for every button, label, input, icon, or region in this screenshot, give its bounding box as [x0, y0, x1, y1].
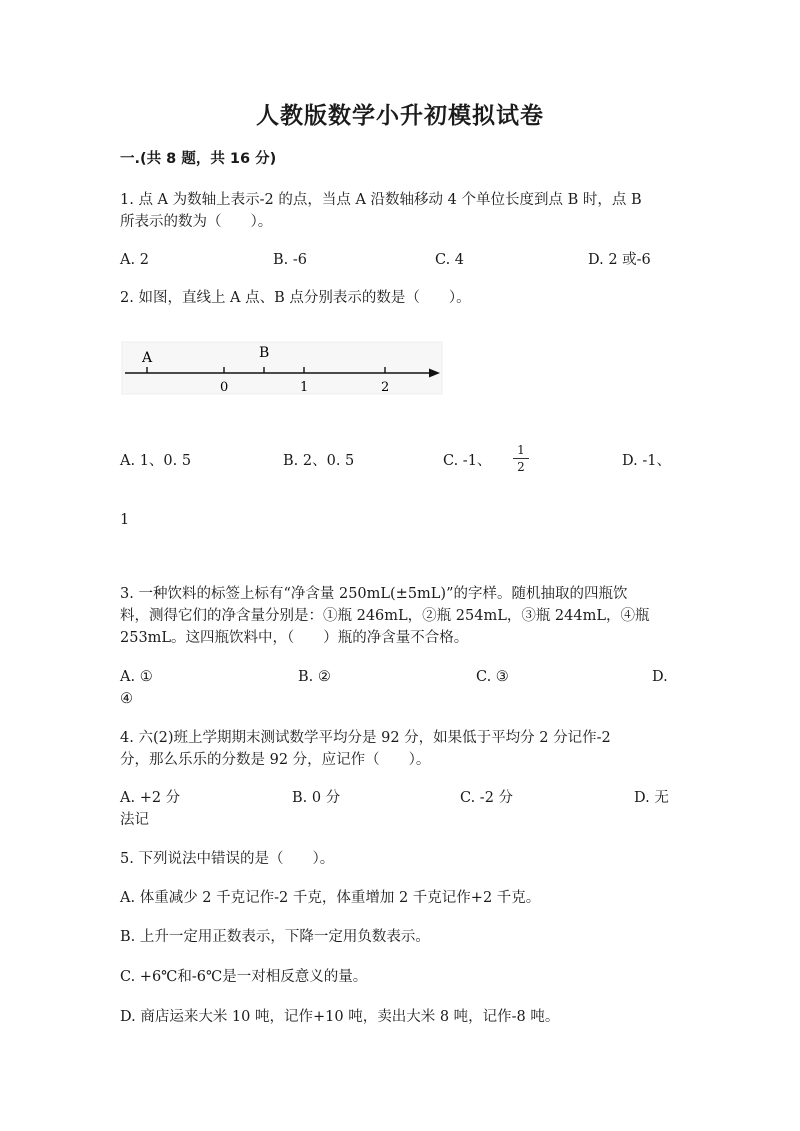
number-line-figure	[120, 340, 450, 396]
q2-option-a: A. 1、0. 5	[120, 453, 192, 469]
q5-option-a: A. 体重减少 2 千克记作-2 千克，体重增加 2 千克记作+2 千克。	[120, 890, 541, 906]
q1-stem-line-1: 1. 点 A 为数轴上表示-2 的点，当点 A 沿数轴移动 4 个单位长度到点 B 时，点 B	[120, 192, 642, 208]
tick-label-one: 1	[300, 380, 309, 395]
q4-stem-line-1: 4. 六(2)班上学期期末测试数学平均分是 92 分，如果低于平均分 2 分记作-2	[120, 730, 611, 746]
q3-option-d-wrap: ④	[120, 691, 133, 707]
q4-option-a: A. +2 分	[120, 790, 181, 806]
q5-stem: 5. 下列说法中错误的是（ ）。	[120, 851, 335, 867]
q2-option-c: C. -1、	[443, 453, 492, 469]
q1-option-a: A. 2	[120, 252, 149, 268]
fraction-bar	[513, 458, 529, 459]
q3-option-a: A. ①	[120, 669, 153, 685]
q1-option-d: D. 2 或-6	[588, 252, 651, 268]
q1-option-c: C. 4	[435, 252, 465, 268]
q3-stem-line-1: 3. 一种饮料的标签上标有“净含量 250mL(±5mL)”的字样。随机抽取的四瓶饮	[120, 586, 628, 602]
section-heading: 一.(共 8 题，共 16 分)	[120, 151, 277, 167]
point-label-a: A	[142, 350, 153, 366]
q1-stem-line-2: 所表示的数为（ ）。	[120, 214, 273, 230]
q3-option-b: B. ②	[298, 669, 331, 685]
page-title: 人教版数学小升初模拟试卷	[256, 103, 544, 129]
q2-option-b: B. 2、0. 5	[283, 453, 355, 469]
tick-label-zero: 0	[220, 380, 229, 395]
q5-option-c: C. +6℃和-6℃是一对相反意义的量。	[120, 969, 368, 985]
q2-option-d-wrap: 1	[120, 512, 130, 528]
q4-option-d: D. 无	[634, 790, 669, 806]
fraction-denominator: 2	[517, 460, 525, 474]
q3-option-d: D.	[652, 669, 668, 685]
q1-option-b: B. -6	[273, 252, 307, 268]
point-label-b: B	[259, 345, 270, 361]
q5-option-d: D. 商店运来大米 10 吨，记作+10 吨，卖出大米 8 吨，记作-8 吨。	[120, 1009, 560, 1025]
q2-option-c-fraction	[513, 443, 529, 474]
q4-option-d-wrap: 法记	[120, 812, 149, 828]
q4-stem-line-2: 分，那么乐乐的分数是 92 分，应记作（ ）。	[120, 752, 431, 768]
q2-option-d: D. -1、	[622, 453, 671, 469]
figure-background	[122, 342, 442, 394]
q5-option-b: B. 上升一定用正数表示，下降一定用负数表示。	[120, 929, 430, 945]
q3-option-c: C. ③	[476, 669, 509, 685]
q3-stem-line-2: 料，测得它们的净含量分别是：①瓶 246mL，②瓶 254mL，③瓶 244mL，④瓶	[120, 608, 650, 624]
q3-stem-line-3: 253mL。这四瓶饮料中，（ ）瓶的净含量不合格。	[120, 630, 469, 646]
q4-option-c: C. -2 分	[460, 790, 514, 806]
q2-stem: 2. 如图，直线上 A 点、B 点分别表示的数是（ ）。	[120, 290, 471, 306]
fraction-numerator: 1	[517, 443, 525, 457]
q4-option-b: B. 0 分	[292, 790, 341, 806]
tick-label-two: 2	[381, 380, 390, 395]
